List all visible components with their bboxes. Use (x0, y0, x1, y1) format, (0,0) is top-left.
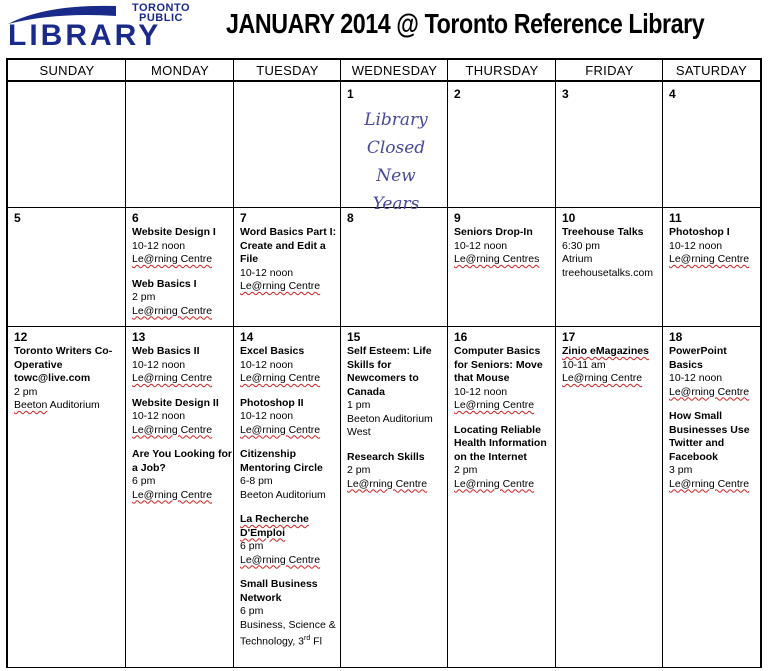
event-location-end: Fl (310, 635, 322, 648)
event-title: How Small Businesses Use Twitter and Facebook (669, 410, 750, 463)
day-number: 12 (14, 330, 28, 344)
day-cell[interactable] (556, 208, 662, 326)
event[interactable] (132, 448, 233, 502)
day-cell[interactable] (663, 327, 760, 667)
day-number: 8 (347, 211, 354, 225)
event[interactable] (454, 424, 555, 492)
weekday-tuesday: TUESDAY (234, 60, 341, 82)
day-number: 10 (562, 211, 576, 225)
event-time: 2 pm (454, 464, 478, 476)
calendar-grid (6, 58, 762, 668)
event-title: Small Business Network (240, 578, 318, 604)
event-location: Beeton Auditorium (240, 488, 326, 501)
day-number: 17 (562, 330, 576, 344)
event-location: Le@rning Centre (240, 280, 321, 292)
day-cell[interactable] (556, 84, 662, 207)
day-number: 9 (454, 211, 461, 225)
event-time: 3 pm (669, 464, 693, 476)
event-time: 10-12 noon (240, 358, 294, 371)
event[interactable] (454, 226, 555, 267)
event[interactable] (347, 451, 447, 492)
closed-line: Library (364, 110, 428, 130)
event-title: Computer Basics for Seniors: Move that Mouse (454, 345, 543, 384)
event[interactable] (347, 345, 447, 440)
event-title: La Recherche D'Emploi (240, 513, 309, 539)
event-title: Research Skills (347, 450, 425, 463)
event-time: 2 pm (347, 464, 371, 476)
event-time: 6 pm (240, 540, 264, 552)
event-location: Le@rning Centre (132, 372, 213, 384)
event[interactable] (240, 397, 340, 438)
day-cell[interactable] (448, 84, 555, 207)
event-time: 10-12 noon (669, 239, 723, 252)
event-time: 10-12 noon (132, 239, 186, 252)
event-location: Le@rning Centre (562, 372, 643, 384)
day-cell[interactable] (448, 208, 555, 326)
event[interactable] (669, 410, 760, 491)
day-number: 11 (669, 211, 682, 225)
logo-line2: PUBLIC (139, 12, 183, 24)
event[interactable] (240, 448, 340, 502)
event[interactable] (454, 345, 555, 413)
event[interactable] (14, 345, 125, 413)
event-email: towc@live.com (14, 372, 91, 384)
event-time: 10-12 noon (669, 372, 723, 384)
weekday-friday: FRIDAY (556, 60, 663, 82)
event[interactable] (562, 345, 662, 386)
day-cell[interactable] (341, 208, 447, 326)
event-location: Beeton Auditorium West (347, 412, 433, 438)
event-location: Le@rning Centre (240, 553, 321, 566)
event-title: Website Design I (132, 226, 216, 238)
day-number: 16 (454, 330, 468, 344)
event-time: 1 pm (347, 399, 371, 411)
day-cell[interactable] (663, 208, 760, 326)
event-title: Toronto Writers Co-Operative (14, 345, 113, 371)
event-time: 2 pm (132, 291, 156, 303)
event-time: 6:30 pm (562, 239, 600, 252)
day-number: 15 (347, 330, 361, 344)
day-cell[interactable] (448, 327, 555, 667)
event-title: Photoshop II (240, 396, 304, 409)
closed-line: Closed (366, 138, 426, 158)
weekday-wednesday: WEDNESDAY (341, 60, 448, 82)
day-number: 5 (14, 211, 21, 225)
day-cell[interactable] (8, 208, 125, 326)
event-title: Web Basics II (132, 345, 200, 357)
event-location: Atrium (562, 253, 593, 265)
event-location: Le@rning Centre (240, 423, 321, 436)
event-title: Photoshop I (669, 226, 730, 238)
logo-line3: LIBRARY (8, 19, 162, 52)
day-cell[interactable] (341, 327, 447, 667)
day-number: 3 (562, 87, 569, 101)
event-time: 6 pm (132, 475, 156, 487)
event-location: Beeton Auditorium (14, 399, 100, 411)
event[interactable] (240, 226, 340, 294)
event-time: 10-12 noon (240, 410, 294, 422)
day-cell[interactable] (126, 208, 233, 326)
page-title: JANUARY 2014 @ Toronto Reference Library (226, 8, 705, 39)
weekday-sunday: SUNDAY (8, 60, 126, 82)
event-location: Le@rning Centres (454, 253, 540, 265)
logo-line1: TORONTO (131, 2, 191, 14)
day-cell[interactable] (126, 327, 233, 667)
event-location-sup: rd (304, 635, 311, 642)
day-cell[interactable] (663, 84, 760, 207)
day-cell[interactable] (341, 84, 447, 214)
day-number: 6 (132, 211, 139, 225)
event-time: 10-12 noon (240, 266, 294, 279)
event-time: 2 pm (14, 385, 38, 398)
weekday-thursday: THURSDAY (448, 60, 556, 82)
event-title: Web Basics I (132, 277, 197, 290)
event-website: treehousetalks.com (562, 266, 654, 279)
event-location: Le@rning Centre (454, 477, 535, 490)
day-number: 14 (240, 330, 254, 344)
event-time: 6-8 pm (240, 475, 273, 487)
day-number: 7 (240, 211, 247, 225)
tpl-logo (6, 2, 202, 50)
event-time: 10-12 noon (454, 385, 508, 398)
event-time: 10-12 noon (454, 239, 508, 252)
event-location: Le@rning Centre (454, 399, 535, 411)
day-number: 13 (132, 330, 146, 344)
day-number: 1 (347, 87, 354, 101)
event-title: Citizenship Mentoring Circle (240, 448, 323, 474)
event-title: Are You Looking for a Job? (132, 448, 232, 474)
closed-line: New Years (372, 166, 420, 214)
event-time: 10-12 noon (132, 410, 186, 422)
day-cell[interactable] (8, 327, 125, 667)
event-location: Le@rning Centre (132, 488, 213, 501)
event-location: Le@rning Centre (669, 385, 750, 398)
event-location: Le@rning Centre (132, 304, 213, 317)
event-title: Self Esteem: Life Skills for Newcomers to Canada (347, 345, 432, 398)
event-title: Treehouse Talks (562, 226, 644, 238)
event-title: Word Basics Part I: Create and Edit a File (240, 226, 337, 265)
event-title: Website Design II (132, 396, 219, 409)
day-cell[interactable] (234, 208, 340, 326)
event[interactable] (669, 345, 760, 399)
event[interactable] (240, 578, 340, 649)
event-title: Excel Basics (240, 345, 305, 357)
day-cell[interactable] (556, 327, 662, 667)
event[interactable] (240, 513, 340, 567)
event-time: 10-11 am (562, 358, 606, 371)
event-location (240, 619, 340, 650)
event[interactable] (240, 345, 340, 386)
day-number: 18 (669, 330, 683, 344)
weekday-monday: MONDAY (126, 60, 234, 82)
event-title: Zinio eMagazines (562, 345, 649, 357)
event-location: Le@rning Centre (132, 423, 213, 436)
event[interactable] (132, 397, 233, 438)
event[interactable] (132, 345, 233, 386)
event-location-main: Business, Science & Technology, 3 (240, 618, 336, 648)
event-title: PowerPoint Basics (669, 345, 727, 371)
event-time: 10-12 noon (132, 358, 186, 371)
library-closed-note (355, 106, 437, 218)
event-location: Le@rning Centre (347, 477, 428, 490)
event[interactable] (669, 226, 760, 267)
event-location: Le@rning Centre (240, 372, 321, 384)
event-time: 6 pm (240, 605, 264, 617)
event-title: Locating Reliable Health Information on the Internet (454, 423, 547, 463)
day-number: 2 (454, 87, 461, 101)
event-location: Le@rning Centre (669, 253, 750, 265)
event-location: Le@rning Centre (669, 477, 750, 490)
event[interactable] (132, 226, 233, 267)
event[interactable] (562, 226, 662, 280)
event-title: Seniors Drop-In (454, 226, 533, 238)
weekday-saturday: SATURDAY (663, 60, 760, 82)
event[interactable] (132, 278, 233, 319)
day-number: 4 (669, 87, 676, 101)
event-location: Le@rning Centre (132, 253, 213, 265)
day-cell[interactable] (234, 327, 340, 667)
